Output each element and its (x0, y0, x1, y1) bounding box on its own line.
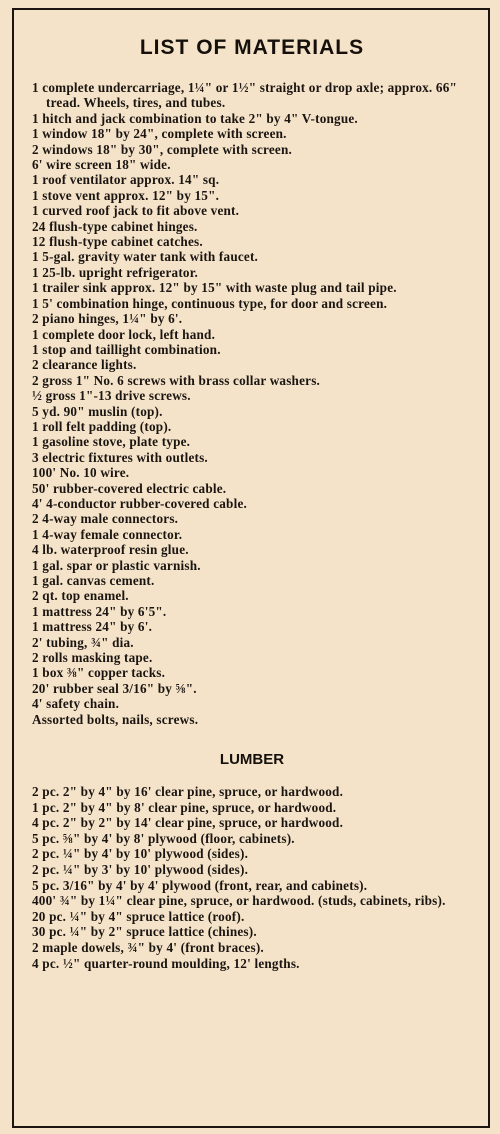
material-item: 1 mattress 24" by 6'5". (32, 603, 167, 619)
material-item: 50' rubber-covered electric cable. (32, 480, 227, 496)
material-item: 1 hitch and jack combination to take 2" by 4" V-tongue. (32, 110, 358, 126)
material-item: 5 yd. 90" muslin (top). (32, 403, 163, 419)
material-item: 2 clearance lights. (32, 357, 137, 373)
lumber-item: 2 pc. ¼" by 4' by 10' plywood (sides). (32, 846, 249, 862)
material-item: 1 roll felt padding (top). (32, 418, 172, 434)
lumber-item: 2 pc. ¼" by 3' by 10' plywood (sides). (32, 862, 249, 878)
material-item: 1 5-gal. gravity water tank with faucet. (32, 249, 259, 265)
material-item: 1 stove vent approx. 12" by 15". (32, 187, 220, 203)
material-item: 4' safety chain. (32, 696, 120, 712)
lumber-item: 5 pc. 3/16" by 4' by 4' plywood (front, rear, and cabinets). (32, 877, 368, 893)
material-item: 1 roof ventilator approx. 14" sq. (32, 172, 220, 188)
material-item: 20' rubber seal 3/16" by ⅝". (32, 680, 197, 696)
lumber-item: 1 pc. 2" by 4" by 8' clear pine, spruce, or hardwood. (32, 799, 337, 815)
material-item: 24 flush-type cabinet hinges. (32, 218, 198, 234)
material-item: 4' 4-conductor rubber-covered cable. (32, 495, 247, 511)
lumber-item: 4 pc. 2" by 2" by 14' clear pine, spruce, or hardwood. (32, 815, 344, 831)
material-item: 1 gasoline stove, plate type. (32, 434, 191, 450)
page-title: LIST OF MATERIALS (139, 36, 365, 59)
material-item: 2 4-way male connectors. (32, 511, 179, 527)
material-item: 6' wire screen 18" wide. (32, 157, 171, 173)
material-item: 1 window 18" by 24", complete with screen. (32, 126, 287, 142)
material-item: 1 gal. spar or plastic varnish. (32, 557, 201, 573)
materials-box (12, 8, 490, 1128)
material-item: 4 lb. waterproof resin glue. (32, 542, 189, 558)
material-item: 2 piano hinges, 1¼" by 6'. (32, 311, 183, 327)
materials-list (32, 80, 472, 727)
material-item: 1 stop and taillight combination. (32, 341, 221, 357)
material-item: 3 electric fixtures with outlets. (32, 449, 208, 465)
material-item: 1 25-lb. upright refrigerator. (32, 264, 199, 280)
material-item: 1 curved roof jack to fit above vent. (32, 203, 240, 219)
material-item: 2 rolls masking tape. (32, 650, 153, 666)
lumber-item: 2 maple dowels, ¾" by 4' (front braces). (32, 940, 264, 955)
lumber-item: 2 pc. 2" by 4" by 16' clear pine, spruce, or hardwood. (32, 784, 344, 800)
material-item: 1 box ⅜" copper tacks. (32, 665, 166, 681)
lumber-item: 4 pc. ½" quarter-round moulding, 12' lengths. (32, 955, 300, 971)
material-item: 1 mattress 24" by 6'. (32, 619, 153, 635)
lumber-item: 30 pc. ¼" by 2" spruce lattice (chines). (32, 924, 257, 940)
lumber-list (32, 784, 472, 971)
material-item: 1 complete door lock, left hand. (32, 326, 216, 342)
material-item: 1 5' combination hinge, continuous type, for door and screen. (32, 295, 388, 311)
material-item: 100' No. 10 wire. (32, 465, 130, 481)
material-item: 1 complete undercarriage, 1¼" or 1½" straight or drop axle; approx. 66" tread. Wheels, tires, and tubes. (32, 80, 458, 111)
lumber-heading: LUMBER (219, 751, 285, 769)
material-item: 1 4-way female connector. (32, 526, 183, 542)
material-item: 12 flush-type cabinet catches. (32, 234, 203, 250)
material-item: 2' tubing, ¾" dia. (32, 634, 134, 650)
material-item: ½ gross 1"-13 drive screws. (32, 388, 191, 404)
material-item: 2 windows 18" by 30", complete with screen. (32, 141, 292, 157)
material-item: Assorted bolts, nails, screws. (32, 711, 199, 727)
material-item: 2 qt. top enamel. (32, 588, 129, 604)
material-item: 1 gal. canvas cement. (32, 573, 155, 588)
lumber-item: 5 pc. ⅝" by 4' by 8' plywood (floor, cabinets). (32, 830, 295, 846)
lumber-item: 400' ¾" by 1¼" clear pine, spruce, or hardwood. (studs, cabinets, ribs). (32, 893, 446, 909)
lumber-item: 20 pc. ¼" by 4" spruce lattice (roof). (32, 908, 245, 924)
material-item: 1 trailer sink approx. 12" by 15" with waste plug and tail pipe. (32, 280, 397, 296)
material-item: 2 gross 1" No. 6 screws with brass collar washers. (32, 372, 321, 388)
